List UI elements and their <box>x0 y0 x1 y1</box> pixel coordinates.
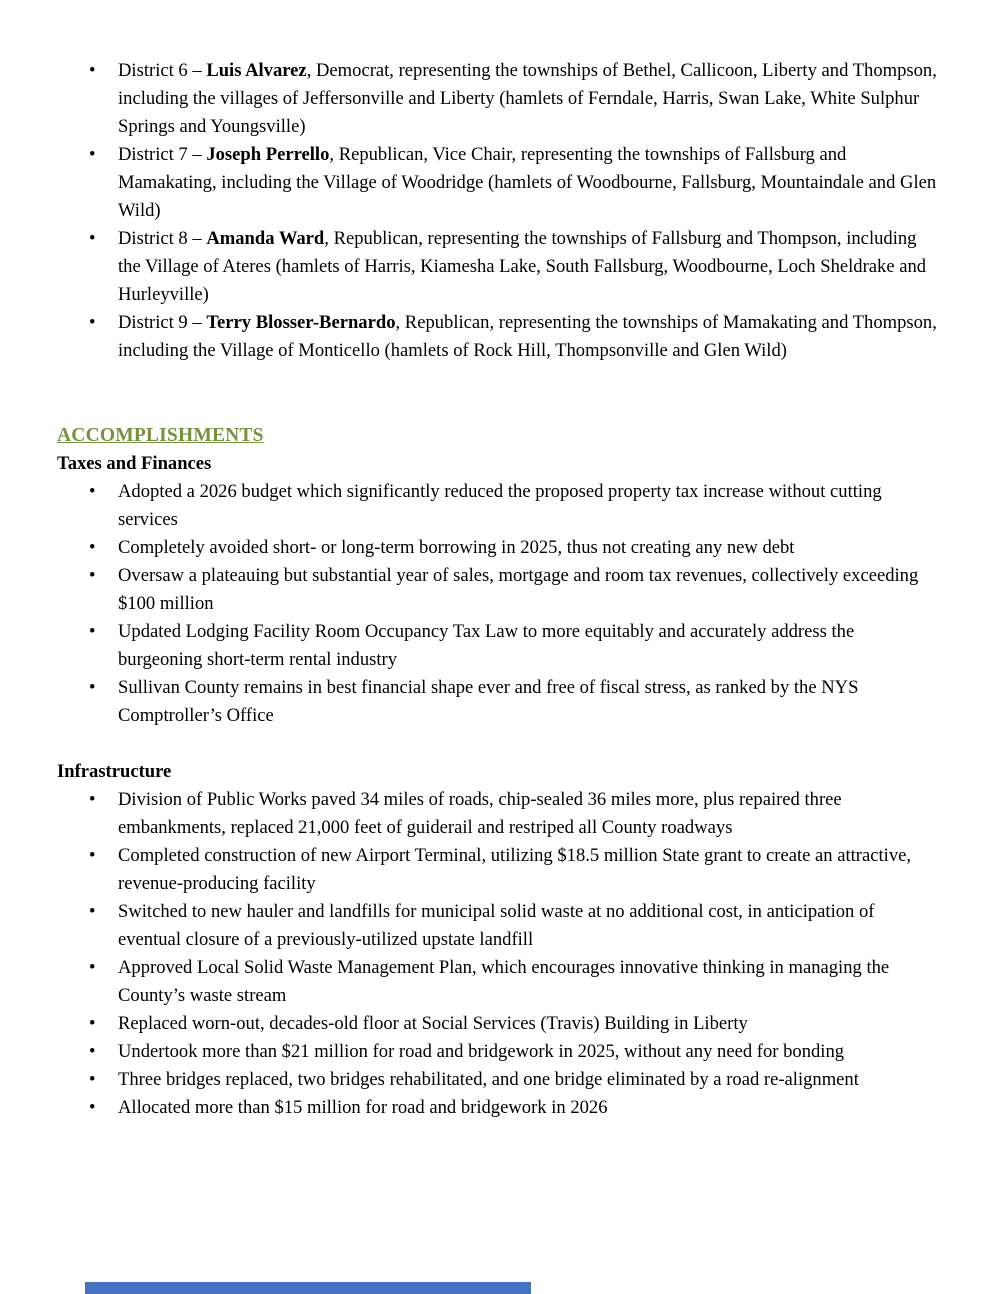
list-item: • Completed construction of new Airport Terminal, utilizing $18.5 million State grant to create an attractive, revenue-producing facility <box>118 842 942 898</box>
district-description: , Democrat, representing the townships of Bethel, Callicoon, Liberty and Thompson, including the villages of Jeffersonville and Liberty (hamlets of Ferndale, Harris, Swan Lake, White Sulphur Springs and Youngsville) <box>118 60 937 137</box>
accomplishments-heading: ACCOMPLISHMENTS <box>57 425 264 446</box>
section-title-taxes: Taxes and Finances <box>57 453 212 474</box>
list-item: • Division of Public Works paved 34 miles of roads, chip-sealed 36 miles more, plus repaired three embankments, replaced 21,000 feet of guiderail and restriped all County roadways <box>118 786 942 842</box>
list-item: • Switched to new hauler and landfills for municipal solid waste at no additional cost, in anticipation of eventual closure of a previously-utilized upstate landfill <box>118 898 942 954</box>
taxes-list <box>57 478 942 730</box>
legislator-name: Joseph Perrello <box>206 144 330 165</box>
district-prefix: District 9 – <box>118 312 207 333</box>
list-item: • Approved Local Solid Waste Management Plan, which encourages innovative thinking in managing the County’s waste stream <box>118 954 942 1010</box>
district-item-6 <box>118 57 942 141</box>
legislator-name: Luis Alvarez <box>206 60 307 81</box>
list-item: • Allocated more than $15 million for road and bridgework in 2026 <box>118 1094 942 1122</box>
district-prefix: District 6 – <box>118 60 207 81</box>
district-prefix: District 8 – <box>118 228 207 249</box>
list-item: • Undertook more than $21 million for road and bridgework in 2025, without any need for bonding <box>118 1038 942 1066</box>
infrastructure-list <box>57 786 942 1122</box>
district-description: , Republican, representing the townships of Fallsburg and Thompson, including the Village of Ateres (hamlets of Harris, Kiamesha Lake, South Fallsburg, Woodbourne, Loch Sheldrake and Hurleyville) <box>118 228 927 305</box>
list-item: • Updated Lodging Facility Room Occupancy Tax Law to more equitably and accurately address the burgeoning short-term rental industry <box>118 618 942 674</box>
district-description: , Republican, Vice Chair, representing the townships of Fallsburg and Mamakating, including the Village of Woodridge (hamlets of Woodbourne, Fallsburg, Mountaindale and Glen Wild) <box>118 144 937 221</box>
section-title-infrastructure: Infrastructure <box>57 761 172 782</box>
district-prefix: District 7 – <box>118 144 207 165</box>
list-item: • Oversaw a plateauing but substantial year of sales, mortgage and room tax revenues, collectively exceeding $100 million <box>118 562 942 618</box>
list-item: • Adopted a 2026 budget which significantly reduced the proposed property tax increase without cutting services <box>118 478 942 534</box>
list-item: • Three bridges replaced, two bridges rehabilitated, and one bridge eliminated by a road re-alignment <box>118 1066 942 1094</box>
accomplishments-section <box>57 422 942 450</box>
district-description: , Republican, representing the townships of Mamakating and Thompson, including the Village of Monticello (hamlets of Rock Hill, Thompsonville and Glen Wild) <box>118 312 937 361</box>
district-list <box>57 57 942 365</box>
list-item: • Sullivan County remains in best financial shape ever and free of fiscal stress, as ranked by the NYS Comptroller’s Office <box>118 674 942 730</box>
list-item: • Completely avoided short- or long-term borrowing in 2025, thus not creating any new debt <box>118 534 942 562</box>
bottom-blue-bar <box>85 1282 531 1294</box>
legislator-name: Terry Blosser-Bernardo <box>206 312 396 333</box>
legislator-name: Amanda Ward <box>206 228 325 249</box>
district-item-9 <box>118 309 942 365</box>
district-item-7 <box>118 141 942 225</box>
district-item-8 <box>118 225 942 309</box>
list-item: • Replaced worn-out, decades-old floor at Social Services (Travis) Building in Liberty <box>118 1010 942 1038</box>
